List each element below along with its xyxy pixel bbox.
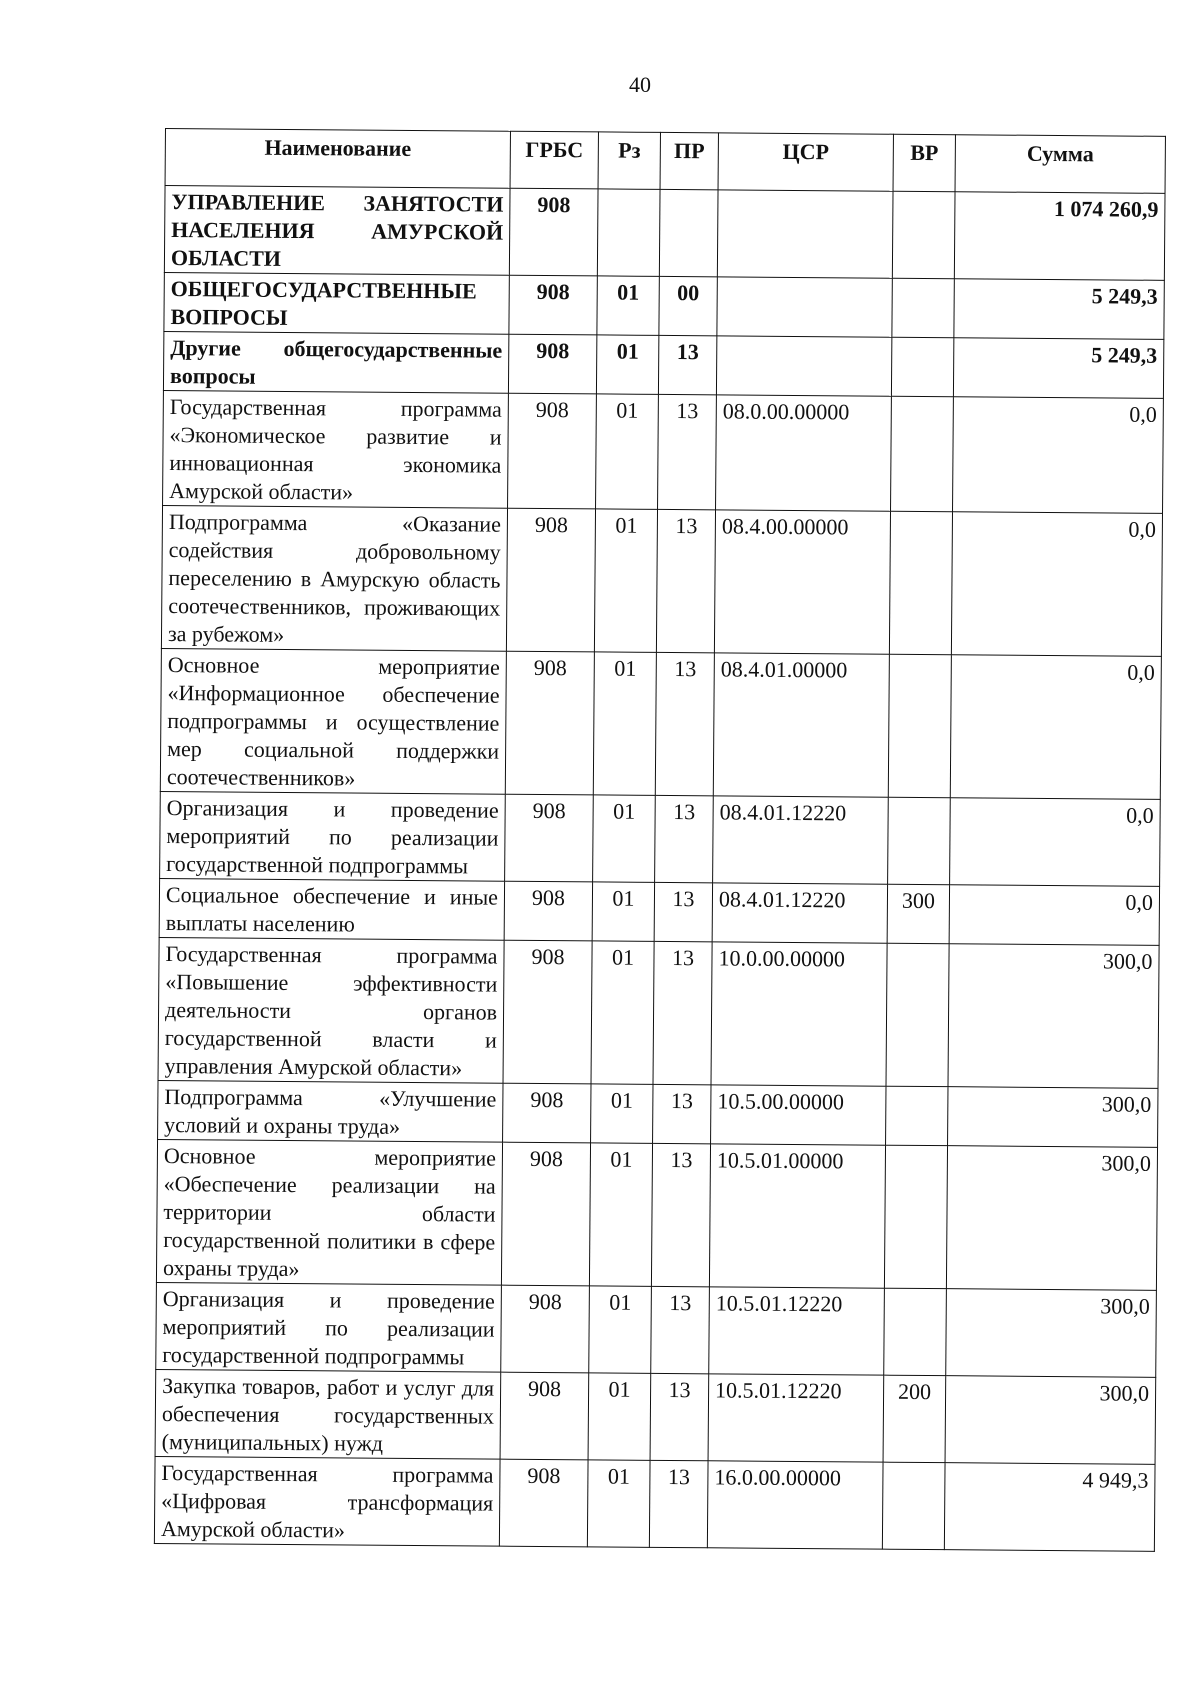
cell-sum: 0,0 (950, 655, 1161, 800)
cell-csr: 10.0.00.00000 (711, 942, 887, 1086)
table-row (159, 878, 1159, 945)
cell-grbs: 908 (503, 1083, 591, 1143)
cell-vr (884, 1145, 947, 1288)
cell-rz: 01 (593, 652, 656, 795)
cell-name: Социальное обеспечение и иные выплаты населению (159, 878, 504, 940)
cell-vr (888, 654, 951, 797)
table-row (156, 1139, 1157, 1290)
header-name: Наименование (165, 129, 510, 189)
table-row (154, 1456, 1155, 1551)
cell-sum: 0,0 (950, 798, 1161, 887)
cell-sum: 5 249,3 (954, 279, 1164, 340)
table-row (163, 331, 1163, 398)
cell-pr: 13 (650, 1373, 709, 1460)
cell-vr (886, 943, 949, 1086)
cell-pr: 13 (658, 335, 716, 394)
cell-csr: 08.4.00.00000 (714, 510, 890, 654)
table-row (158, 1080, 1158, 1147)
cell-name: Закупка товаров, работ и услуг для обеспечения государственных (муниципальных) нужд (155, 1369, 501, 1459)
cell-grbs: 908 (509, 188, 598, 276)
cell-name: Государственная программа «Цифровая трансформация Амурской области» (154, 1456, 500, 1546)
cell-name: Организация и проведение мероприятий по реализации государственной подпрограммы (160, 791, 506, 881)
cell-vr: 200 (883, 1375, 946, 1462)
cell-pr: 13 (654, 882, 712, 941)
cell-csr: 08.4.01.12220 (713, 796, 889, 884)
cell-rz: 01 (589, 1143, 652, 1286)
cell-csr: 10.5.01.12220 (708, 1374, 884, 1462)
cell-vr (886, 1086, 948, 1145)
cell-sum: 0,0 (951, 512, 1162, 657)
table-row (155, 1369, 1156, 1464)
budget-table (154, 128, 1166, 1552)
cell-vr (882, 1462, 945, 1549)
cell-rz: 01 (591, 941, 654, 1084)
table-row (164, 272, 1164, 339)
cell-grbs: 908 (504, 881, 592, 941)
cell-csr: 08.4.01.12220 (712, 883, 887, 943)
cell-pr: 13 (655, 795, 714, 882)
cell-csr: 10.5.01.00000 (709, 1144, 885, 1288)
table-row (161, 505, 1162, 656)
cell-name: Подпрограмма «Оказание содействия добровольному переселению в Амурскую область соотечественников, проживающих за рубежом» (161, 505, 507, 651)
cell-pr: 13 (653, 1084, 711, 1143)
table-row (160, 791, 1161, 886)
cell-csr (717, 190, 893, 278)
cell-name: Основное мероприятие «Информационное обеспечение подпрограммы и осуществление мер социальной поддержки соотечественников» (160, 648, 506, 794)
cell-vr (891, 337, 953, 396)
cell-grbs: 908 (509, 275, 597, 335)
cell-rz: 01 (597, 276, 659, 335)
cell-rz: 01 (594, 509, 657, 652)
cell-grbs: 908 (506, 508, 595, 652)
cell-pr: 00 (659, 276, 717, 335)
cell-grbs: 908 (503, 940, 592, 1084)
cell-name: Основное мероприятие «Обеспечение реализации на территории области государственной политики в сфере охраны труда» (156, 1139, 502, 1285)
cell-sum: 300,0 (948, 944, 1159, 1089)
cell-sum: 4 949,3 (944, 1463, 1155, 1552)
cell-pr: 13 (649, 1460, 708, 1547)
cell-grbs: 908 (508, 393, 597, 509)
cell-vr (891, 396, 954, 511)
cell-name: ОБЩЕГОСУДАРСТВЕННЫЕ ВОПРОСЫ (164, 272, 509, 334)
cell-rz: 01 (592, 882, 654, 941)
cell-pr: 13 (658, 394, 717, 509)
cell-rz: 01 (591, 1084, 653, 1143)
cell-pr: 13 (651, 1286, 710, 1373)
cell-rz: 01 (596, 335, 658, 394)
cell-pr: 13 (656, 509, 715, 652)
cell-grbs: 908 (499, 1459, 588, 1547)
cell-name: УПРАВЛЕНИЕ ЗАНЯТОСТИ НАСЕЛЕНИЯ АМУРСКОЙ ОБЛАСТИ (164, 186, 510, 276)
header-pr: ПР (660, 132, 718, 189)
cell-vr: 300 (887, 884, 949, 943)
cell-vr (892, 278, 954, 337)
table-row (160, 648, 1161, 799)
cell-vr (888, 797, 951, 884)
cell-vr (892, 191, 955, 278)
cell-name: Организация и проведение мероприятий по реализации государственной подпрограммы (156, 1282, 502, 1372)
cell-pr (659, 189, 718, 276)
header-csr: ЦСР (718, 133, 893, 191)
header-sum: Сумма (955, 135, 1165, 194)
cell-rz: 01 (596, 394, 659, 509)
table-row (156, 1282, 1157, 1377)
cell-sum: 300,0 (945, 1376, 1156, 1465)
cell-pr: 13 (655, 652, 714, 795)
cell-sum: 0,0 (953, 397, 1164, 514)
cell-csr: 08.0.00.00000 (716, 395, 892, 511)
cell-sum: 0,0 (949, 885, 1159, 946)
header-vr: ВР (893, 134, 955, 191)
cell-grbs: 908 (500, 1372, 589, 1460)
cell-pr: 13 (653, 941, 712, 1084)
cell-grbs: 908 (508, 334, 596, 394)
cell-sum: 300,0 (946, 1146, 1157, 1291)
cell-vr (889, 511, 952, 654)
table-row (158, 937, 1159, 1088)
cell-name: Другие общегосударственные вопросы (163, 331, 508, 393)
cell-sum: 300,0 (948, 1087, 1158, 1148)
cell-rz: 01 (589, 1286, 652, 1373)
cell-sum: 1 074 260,9 (954, 192, 1165, 281)
cell-rz: 01 (588, 1373, 651, 1460)
cell-pr: 13 (651, 1143, 710, 1286)
table-body (154, 186, 1165, 1552)
cell-grbs: 908 (505, 651, 594, 795)
cell-name: Государственная программа «Экономическое развитие и инновационная экономика Амурской области» (163, 390, 509, 508)
cell-csr: 10.5.00.00000 (711, 1085, 886, 1145)
table-row (163, 390, 1164, 513)
cell-rz (597, 189, 660, 276)
cell-rz: 01 (587, 1460, 650, 1547)
cell-name: Государственная программа «Повышение эффективности деятельности органов государственной власти и управления Амурской области» (158, 937, 504, 1083)
cell-sum: 300,0 (946, 1289, 1157, 1378)
cell-csr: 10.5.01.12220 (709, 1287, 885, 1375)
cell-vr (884, 1288, 947, 1375)
table-row (164, 186, 1165, 281)
cell-name: Подпрограмма «Улучшение условий и охраны труда» (158, 1080, 503, 1142)
cell-csr (716, 336, 891, 396)
cell-rz: 01 (593, 795, 656, 882)
cell-grbs: 908 (501, 1142, 590, 1286)
cell-csr: 08.4.01.00000 (713, 653, 889, 797)
header-grbs: ГРБС (510, 131, 598, 189)
cell-csr: 16.0.00.00000 (707, 1461, 883, 1549)
cell-csr (717, 277, 892, 337)
cell-sum: 5 249,3 (953, 338, 1163, 399)
table-header-row (165, 129, 1165, 194)
cell-grbs: 908 (505, 794, 594, 882)
page-number: 40 (629, 72, 651, 97)
cell-grbs: 908 (501, 1285, 590, 1373)
header-rz: Рз (598, 132, 660, 189)
